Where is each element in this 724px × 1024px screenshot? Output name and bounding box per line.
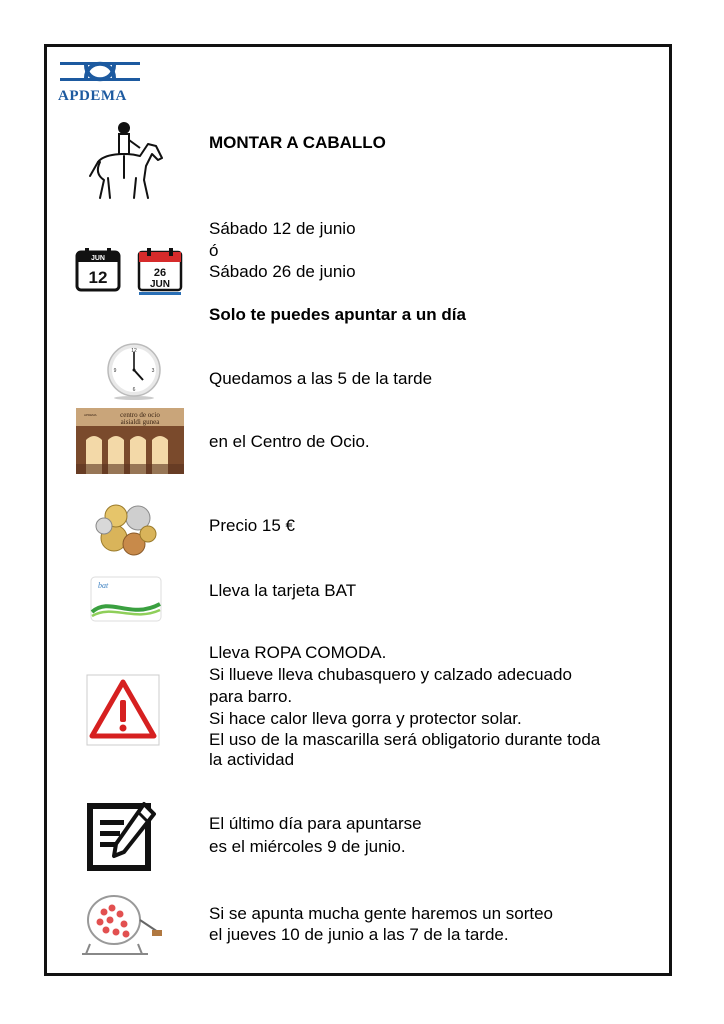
raffle-line-1: Si se apunta mucha gente haremos un sorteo (209, 904, 553, 923)
warning-line-5: El uso de la mascarilla será obligatorio durante toda (209, 730, 601, 749)
brand-name: APDEMA (58, 88, 127, 104)
date-option-2: Sábado 26 de junio (209, 262, 356, 281)
activity-title: MONTAR A CABALLO (209, 133, 386, 152)
warning-line-2: Si llueve lleva chubasquero y calzado adecuado (209, 665, 572, 684)
sign-line-1: centro de ocio (120, 411, 160, 419)
calendar-month-2: JUN (149, 279, 171, 290)
building-photo (76, 408, 184, 474)
sign-line-2: aisialdi gunea (120, 418, 160, 426)
meeting-time: Quedamos a las 5 de la tarde (209, 369, 433, 388)
bat-card-icon (90, 576, 162, 622)
date-option-1: Sábado 12 de junio (209, 219, 356, 238)
calendar-month-1: JUN (90, 255, 106, 262)
deadline-line-1: El último día para apuntarse (209, 814, 422, 833)
calendar-icon (74, 246, 122, 294)
calendar-icon (136, 246, 184, 296)
deadline-line-2: es el miércoles 9 de junio. (209, 837, 406, 856)
svg-text:12: 12 (131, 348, 137, 354)
pencil-note-icon (86, 800, 158, 872)
raffle-line-2: el jueves 10 de junio a las 7 de la tarde. (209, 925, 509, 944)
one-day-note: Solo te puedes apuntar a un día (209, 305, 466, 324)
horse-rider-icon (86, 118, 172, 204)
date-or: ó (209, 241, 219, 260)
clock-icon (106, 340, 162, 400)
warning-icon (86, 674, 160, 746)
svg-text:6: 6 (132, 387, 136, 393)
svg-text:9: 9 (113, 368, 117, 374)
card-note: Lleva la tarjeta BAT (209, 581, 357, 600)
calendar-day-1: 12 (88, 268, 108, 287)
warning-line-6: la actividad (209, 750, 295, 769)
warning-line-3: para barro. (209, 687, 293, 706)
sign-corner: APDEMA (84, 413, 97, 417)
warning-line-1: Lleva ROPA COMODA. (209, 643, 387, 662)
price: Precio 15 € (209, 516, 295, 535)
svg-text:3: 3 (151, 368, 155, 374)
lottery-drum-icon (80, 892, 164, 956)
card-label: bat (98, 581, 109, 590)
coins-icon (92, 496, 158, 558)
warning-line-4: Si hace calor lleva gorra y protector solar. (209, 709, 522, 728)
calendar-day-2: 26 (153, 267, 167, 279)
meeting-place: en el Centro de Ocio. (209, 432, 370, 451)
